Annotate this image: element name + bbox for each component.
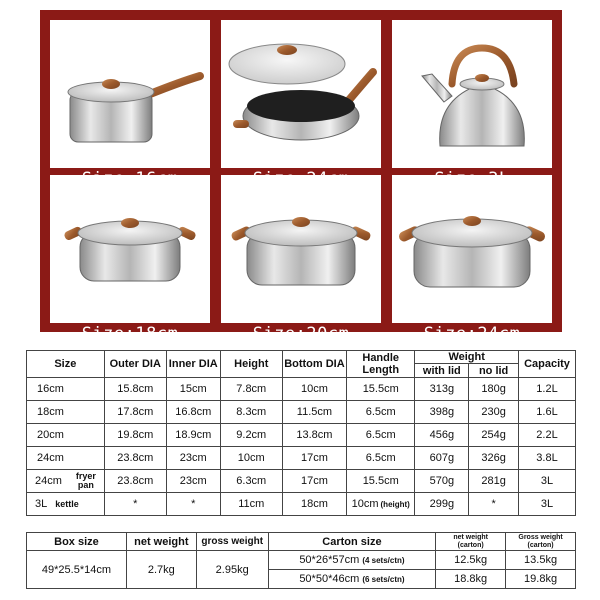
cell-no-lid bbox=[469, 447, 519, 470]
carton-sets-note: (4 sets/ctn) bbox=[362, 556, 405, 565]
col-header-box-size: Box size bbox=[27, 533, 127, 551]
handle-value: 10cm bbox=[351, 498, 379, 510]
saucepan-icon bbox=[50, 20, 210, 168]
cell-inner bbox=[166, 493, 220, 516]
bottom-value: 17cm bbox=[300, 452, 328, 464]
outer-value: 23.8cm bbox=[117, 452, 154, 464]
cell-with-lid bbox=[415, 378, 469, 401]
cell-height bbox=[220, 447, 282, 470]
col-header-handle-length: Handle Length bbox=[347, 351, 415, 378]
carton-net-weight-value: 12.5kg bbox=[436, 551, 506, 570]
cell-no-lid bbox=[469, 401, 519, 424]
cell-inner bbox=[166, 424, 220, 447]
inner-value: 23cm bbox=[179, 475, 207, 487]
cell-with-lid bbox=[415, 493, 469, 516]
cell-bottom bbox=[282, 401, 346, 424]
cell-capacity bbox=[518, 493, 575, 516]
cell-capacity bbox=[518, 470, 575, 493]
spec-header-row bbox=[27, 351, 576, 364]
carton-size-cell bbox=[268, 570, 436, 589]
gross-weight-carton-sub: (carton) bbox=[527, 541, 554, 549]
capacity-value: 1.2L bbox=[536, 383, 558, 395]
cell-inner bbox=[166, 447, 220, 470]
table-row bbox=[27, 493, 576, 516]
product-grid bbox=[40, 10, 562, 344]
bottom-value: 10cm bbox=[300, 383, 328, 395]
size-value: 3L bbox=[35, 498, 48, 510]
capacity-value: 2.2L bbox=[536, 429, 558, 441]
inner-value: 18.9cm bbox=[175, 429, 212, 441]
height-value: 7.8cm bbox=[236, 383, 267, 395]
height-value: 8.3cm bbox=[236, 406, 267, 418]
cell-with-lid bbox=[415, 424, 469, 447]
cell-handle bbox=[347, 378, 415, 401]
cell-capacity bbox=[518, 447, 575, 470]
cell-inner bbox=[166, 401, 220, 424]
casserole-pot-icon bbox=[221, 175, 381, 323]
table-row bbox=[27, 470, 576, 493]
with-lid-value: 456g bbox=[429, 429, 455, 441]
cell-no-lid bbox=[469, 378, 519, 401]
casserole-pot-icon bbox=[50, 175, 210, 323]
col-header-net-weight-carton bbox=[436, 533, 506, 551]
outer-value: 15.8cm bbox=[117, 383, 154, 395]
col-header-net-weight: net weight bbox=[126, 533, 196, 551]
size-note: kettle bbox=[55, 498, 79, 509]
cell-size bbox=[27, 378, 105, 401]
col-header-outer-dia: Outer DIA bbox=[104, 351, 166, 378]
gross-weight-carton-label: Gross weight bbox=[518, 533, 563, 541]
net-weight-value: 2.7kg bbox=[126, 551, 196, 589]
carton-net-weight-value: 18.8kg bbox=[436, 570, 506, 589]
cell-capacity bbox=[518, 378, 575, 401]
carton-size-value: 50*50*46cm bbox=[299, 573, 360, 585]
cell-bottom bbox=[282, 493, 346, 516]
bottom-value: 17cm bbox=[300, 475, 328, 487]
gross-weight-value: 2.95kg bbox=[196, 551, 268, 589]
with-lid-value: 313g bbox=[429, 383, 455, 395]
box-data-row-1 bbox=[27, 551, 576, 570]
handle-value: 15.5cm bbox=[362, 475, 399, 487]
spec-table bbox=[26, 350, 576, 516]
col-header-gross-weight-carton bbox=[506, 533, 576, 551]
casserole-pot-icon bbox=[392, 175, 552, 323]
cell-with-lid bbox=[415, 447, 469, 470]
product-card-pot-24 bbox=[392, 175, 552, 344]
table-row bbox=[27, 447, 576, 470]
cell-bottom bbox=[282, 424, 346, 447]
cell-bottom bbox=[282, 447, 346, 470]
no-lid-value: 180g bbox=[481, 383, 506, 395]
product-card-fryer-pan bbox=[221, 20, 381, 168]
cell-outer bbox=[104, 378, 166, 401]
capacity-value: 3L bbox=[540, 475, 554, 487]
cell-size bbox=[27, 424, 105, 447]
with-lid-value: 570g bbox=[429, 475, 455, 487]
col-header-carton-size: Carton size bbox=[268, 533, 436, 551]
product-card-saucepan bbox=[50, 20, 210, 168]
inner-value: * bbox=[191, 498, 196, 510]
kettle-icon bbox=[392, 20, 552, 168]
cell-inner bbox=[166, 470, 220, 493]
cell-outer bbox=[104, 470, 166, 493]
no-lid-value: 254g bbox=[481, 429, 506, 441]
cell-height bbox=[220, 470, 282, 493]
outer-value: * bbox=[133, 498, 138, 510]
handle-value: 6.5cm bbox=[365, 452, 396, 464]
cell-handle bbox=[347, 447, 415, 470]
cell-bottom bbox=[282, 378, 346, 401]
cell-outer bbox=[104, 401, 166, 424]
with-lid-value: 607g bbox=[429, 452, 455, 464]
no-lid-value: 281g bbox=[481, 475, 506, 487]
net-weight-carton-label: net weight bbox=[453, 533, 488, 541]
cell-outer bbox=[104, 424, 166, 447]
product-size-label: Size:24cm bbox=[423, 324, 521, 344]
box-table bbox=[26, 532, 576, 589]
col-header-size: Size bbox=[27, 351, 105, 378]
size-value: 24cm bbox=[35, 474, 62, 487]
outer-value: 17.8cm bbox=[117, 406, 154, 418]
height-value: 10cm bbox=[237, 452, 265, 464]
table-row bbox=[27, 424, 576, 447]
cell-outer bbox=[104, 447, 166, 470]
cell-inner bbox=[166, 378, 220, 401]
cell-no-lid bbox=[469, 470, 519, 493]
cell-with-lid bbox=[415, 401, 469, 424]
height-value: 11cm bbox=[238, 498, 265, 510]
cell-bottom bbox=[282, 470, 346, 493]
inner-value: 16.8cm bbox=[175, 406, 212, 418]
cell-size bbox=[27, 470, 105, 493]
col-header-gross-weight: gross weight bbox=[196, 533, 268, 551]
height-value: 6.3cm bbox=[236, 475, 267, 487]
capacity-value: 3.8L bbox=[536, 452, 558, 464]
outer-value: 19.8cm bbox=[117, 429, 154, 441]
no-lid-value: * bbox=[491, 498, 496, 510]
product-card-kettle bbox=[392, 20, 552, 168]
bottom-value: 18cm bbox=[300, 498, 328, 510]
product-size-label: Size:18cm bbox=[81, 324, 179, 344]
cell-size bbox=[27, 447, 105, 470]
with-lid-value: 398g bbox=[429, 406, 455, 418]
size-value: 24cm bbox=[37, 452, 64, 464]
box-size-value: 49*25.5*14cm bbox=[27, 551, 127, 589]
col-header-weight: Weight bbox=[415, 351, 519, 364]
product-size-label: Size:20cm bbox=[252, 324, 350, 344]
handle-value: 6.5cm bbox=[365, 406, 396, 418]
bottom-value: 13.8cm bbox=[296, 429, 333, 441]
capacity-value: 3L bbox=[540, 498, 554, 510]
carton-size-cell bbox=[268, 551, 436, 570]
inner-value: 15cm bbox=[179, 383, 207, 395]
handle-value: 15.5cm bbox=[362, 383, 399, 395]
handle-note: (height) bbox=[380, 500, 410, 509]
cell-no-lid bbox=[469, 493, 519, 516]
carton-sets-note: (6 sets/ctn) bbox=[362, 575, 405, 584]
table-row bbox=[27, 378, 576, 401]
col-header-bottom-dia: Bottom DIA bbox=[282, 351, 346, 378]
product-card-pot-20 bbox=[221, 175, 381, 344]
handle-value: 6.5cm bbox=[365, 429, 396, 441]
with-lid-value: 299g bbox=[429, 498, 455, 510]
cell-capacity bbox=[518, 401, 575, 424]
carton-gross-weight-value: 13.5kg bbox=[506, 551, 576, 570]
col-header-capacity: Capacity bbox=[518, 351, 575, 378]
size-value: 20cm bbox=[37, 429, 64, 441]
col-header-height: Height bbox=[220, 351, 282, 378]
size-note: fryer pan bbox=[75, 471, 96, 490]
size-value: 18cm bbox=[37, 406, 64, 418]
cell-handle bbox=[347, 424, 415, 447]
cell-handle bbox=[347, 401, 415, 424]
cell-with-lid bbox=[415, 470, 469, 493]
box-header-row bbox=[27, 533, 576, 551]
cell-height bbox=[220, 378, 282, 401]
carton-gross-weight-value: 19.8kg bbox=[506, 570, 576, 589]
carton-size-value: 50*26*57cm bbox=[299, 554, 360, 566]
cell-height bbox=[220, 401, 282, 424]
size-value: 16cm bbox=[37, 383, 64, 395]
net-weight-carton-sub: (carton) bbox=[457, 541, 484, 549]
col-header-with-lid: with lid bbox=[415, 364, 469, 378]
cell-height bbox=[220, 493, 282, 516]
cell-height bbox=[220, 424, 282, 447]
inner-value: 23cm bbox=[179, 452, 207, 464]
col-header-no-lid: no lid bbox=[469, 364, 519, 378]
outer-value: 23.8cm bbox=[117, 475, 154, 487]
no-lid-value: 326g bbox=[481, 452, 506, 464]
fryer-pan-icon bbox=[221, 20, 381, 168]
capacity-value: 1.6L bbox=[536, 406, 558, 418]
cell-size bbox=[27, 493, 105, 516]
col-header-inner-dia: Inner DIA bbox=[166, 351, 220, 378]
table-row bbox=[27, 401, 576, 424]
bottom-value: 11.5cm bbox=[296, 406, 333, 418]
no-lid-value: 230g bbox=[481, 406, 506, 418]
height-value: 9.2cm bbox=[236, 429, 267, 441]
cell-capacity bbox=[518, 424, 575, 447]
cell-no-lid bbox=[469, 424, 519, 447]
product-card-pot-18 bbox=[50, 175, 210, 344]
cell-handle bbox=[347, 470, 415, 493]
spec-table-body bbox=[27, 378, 576, 516]
cell-outer bbox=[104, 493, 166, 516]
cell-size bbox=[27, 401, 105, 424]
cell-handle bbox=[347, 493, 415, 516]
